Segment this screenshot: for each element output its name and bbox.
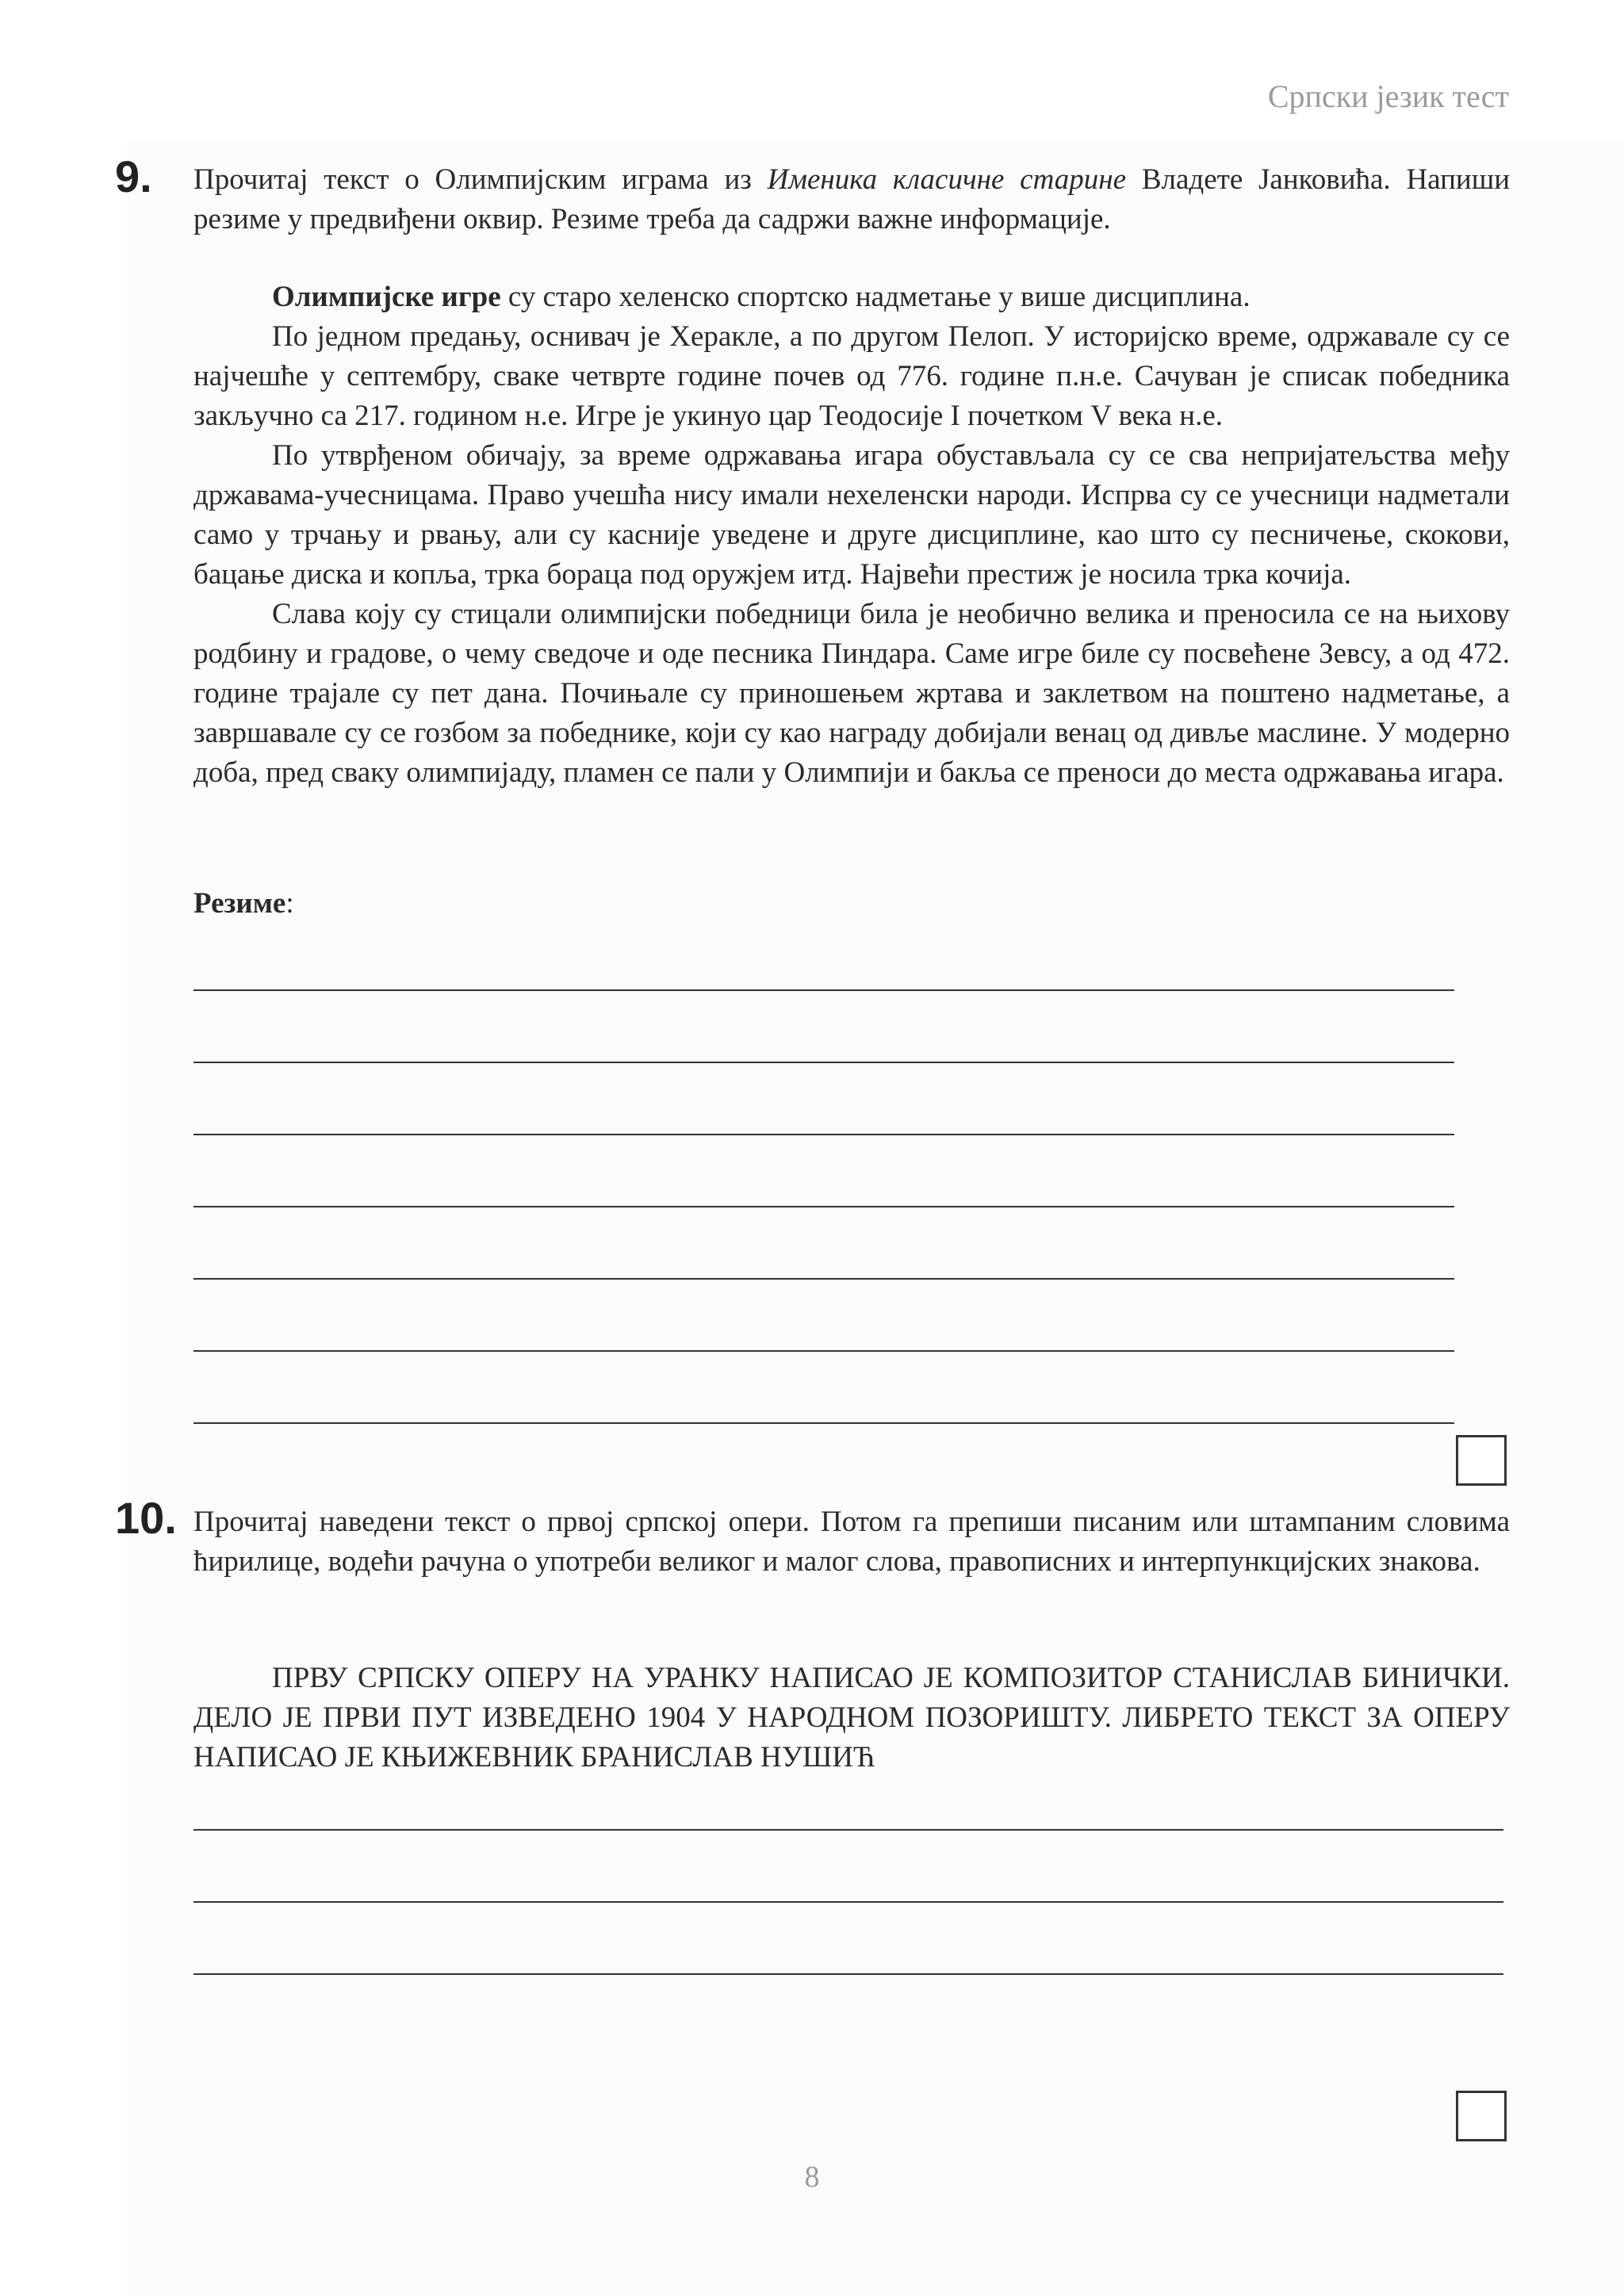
summary-answer-line-3[interactable] bbox=[193, 1134, 1454, 1135]
paragraph-3: По утврђеном обичају, за време одржавања игара обустављала су се сва непријатељства међу државама-учесницама. Право учешћа нису имали нехеленски народи. Испрва су се учесници надметали само у трчању и рвању, али су касније уведене и друге дисциплине, као што су песничење, скокови, бацање диска и копља, трка бораца под оружјем итд. Највећи престиж је носила трка кочија. bbox=[193, 439, 1510, 591]
paragraph-1-text: су старо хеленско спортско надметање у више дисциплина. bbox=[500, 281, 1251, 313]
term-olympic-games: Олимпијске игре bbox=[272, 281, 501, 313]
copy-answer-line-1[interactable] bbox=[193, 1829, 1503, 1831]
summary-answer-line-2[interactable] bbox=[193, 1062, 1454, 1063]
summary-label bbox=[193, 884, 1510, 924]
question-10-instruction: Прочитај наведени текст о првој српској опери. Потом га препиши писаним или штампаним словима ћирилице, водећи рачуна о употреби великог и малог слова, правописних и интерпункцијских знакова. bbox=[193, 1506, 1510, 1578]
summary-label-text: Резиме bbox=[193, 887, 286, 920]
copy-answer-line-2[interactable] bbox=[193, 1901, 1503, 1903]
score-box-q9[interactable] bbox=[1456, 1435, 1507, 1486]
summary-answer-line-7[interactable] bbox=[193, 1422, 1454, 1424]
opera-text bbox=[193, 1659, 1510, 1777]
summary-answer-line-6[interactable] bbox=[193, 1350, 1454, 1352]
page-header: Српски језик тест bbox=[1267, 78, 1509, 114]
book-title: Именика класичне старине bbox=[767, 163, 1127, 196]
instruction-text-a: Прочитај текст о Олимпијским играма из bbox=[193, 163, 768, 196]
olympic-games-text bbox=[193, 277, 1510, 793]
question-9-number: 9. bbox=[115, 151, 152, 201]
copy-answer-line-3[interactable] bbox=[193, 1973, 1503, 1975]
page-number: 8 bbox=[804, 2160, 820, 2194]
summary-answer-line-1[interactable] bbox=[193, 989, 1454, 991]
paragraph-1 bbox=[193, 277, 1510, 317]
summary-colon: : bbox=[285, 887, 294, 920]
score-box-q10[interactable] bbox=[1456, 2091, 1507, 2141]
paragraph-2: По једном предању, оснивач је Херакле, а по другом Пелоп. У историјско време, одржавале су се најчешће у септембру, сваке четврте године почев од 776. године п.н.е. Сачуван је списак победника закључно са 217. годином н.е. Игре је укинуо цар Теодосије I почетком V века н.е. bbox=[193, 320, 1510, 432]
paragraph-4: Слава коју су стицали олимпијски победници била је необично велика и преносила се на њихову родбину и градове, о чему сведоче и оде песника Пиндара. Саме игре биле су посвећене Зевсу, а од 472. године трајале су пет дана. Почињале су приношењем жртава и заклетвом на поштено надметање, а завршавале су се гозбом за победнике, који су као награду добијали венац од дивље маслине. У модерно доба, пред сваку олимпијаду, пламен се пали у Олимпији и бакља се преноси до места одржавања игара. bbox=[193, 598, 1510, 789]
summary-answer-line-4[interactable] bbox=[193, 1206, 1454, 1207]
instruction-text-b: Владете Јанковића. Напиши резиме у предвиђени оквир. Резиме треба да садржи важне информације. bbox=[193, 163, 1510, 235]
question-10-number: 10. bbox=[115, 1493, 177, 1543]
summary-answer-line-5[interactable] bbox=[193, 1278, 1454, 1280]
question-9-instruction bbox=[193, 160, 1510, 239]
opera-text-paragraph: ПРВУ СРПСКУ ОПЕРУ НА УРАНКУ НАПИСАО ЈЕ КОМПОЗИТОР СТАНИСЛАВ БИНИЧКИ. ДЕЛО ЈЕ ПРВИ ПУТ ИЗВЕДЕНО 1904 У НАРОДНОМ ПОЗОРИШТУ. ЛИБРЕТО ТЕКСТ ЗА ОПЕРУ НАПИСАО ЈЕ КЊИЖЕВНИК БРАНИСЛАВ НУШИЋ bbox=[193, 1662, 1510, 1774]
